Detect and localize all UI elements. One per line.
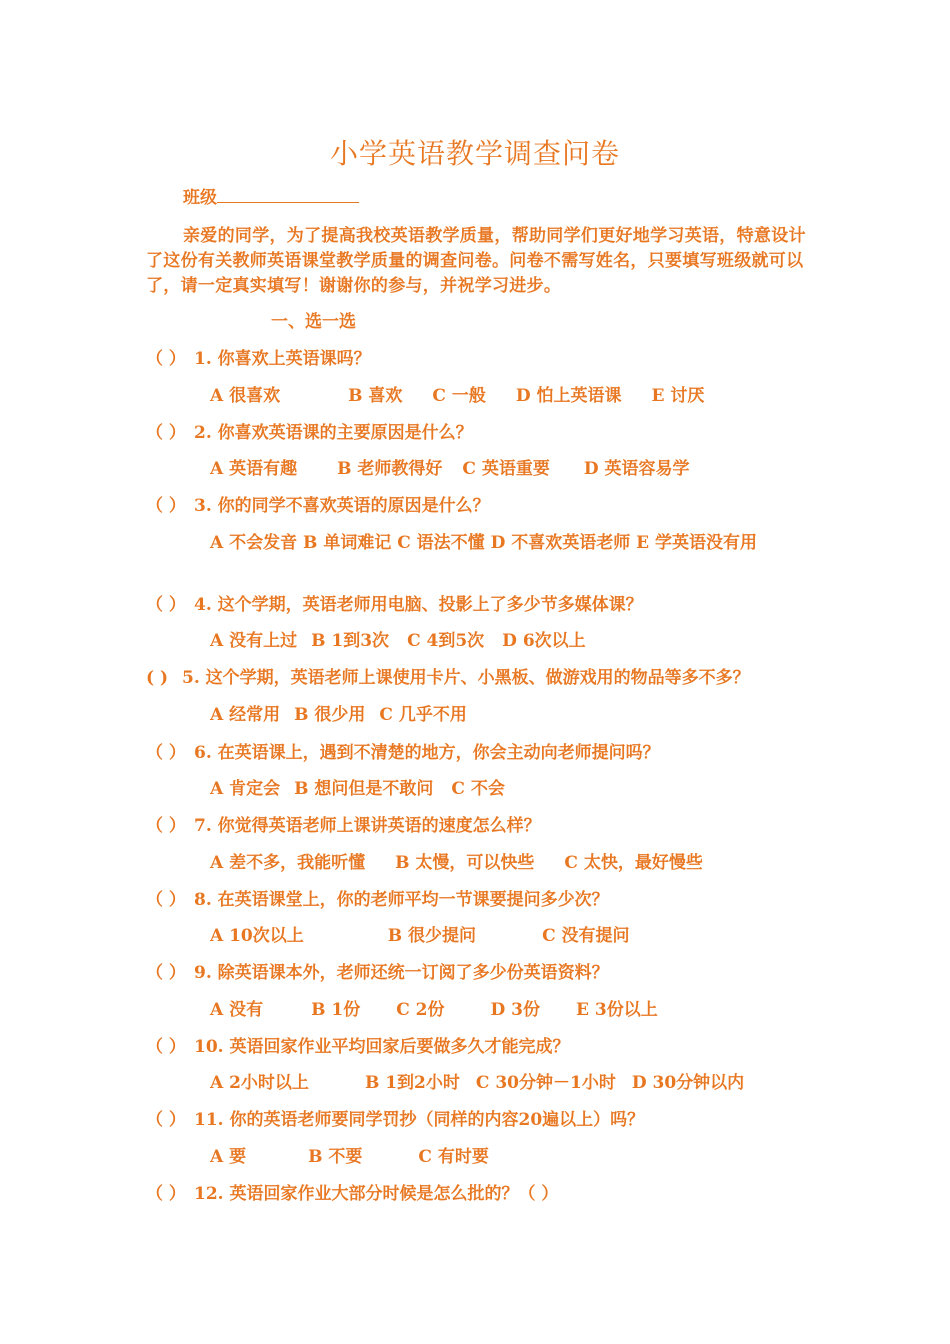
option: B 1到3次 [311,631,390,651]
question-text: 6. 在英语课上，遇到不清楚的地方，你会主动向老师提问吗？ [194,743,660,763]
option: D 怕上英语课 [515,386,622,406]
option: C 没有提问 [542,926,630,946]
question-12 [146,1182,558,1206]
option: C 30分钟－1小时 [475,1073,616,1093]
option: A 没有 [210,1000,264,1020]
option: D 30分钟以内 [631,1073,745,1093]
question-1-options [210,384,704,408]
answer-blank[interactable]: （ ） [146,1037,186,1057]
class-field [183,186,359,210]
question-10 [146,1035,570,1059]
answer-blank[interactable]: （ ） [146,349,186,369]
option: C 不会 [451,779,505,799]
option: E 3份以上 [576,1000,658,1020]
answer-blank[interactable]: （ ） [146,595,186,615]
option: A 2小时以上 [210,1073,309,1093]
option: B 很少提问 [387,926,477,946]
question-8-options [210,924,630,948]
option: A 要 [210,1147,247,1167]
question-3-options: A 不会发音 B 单词难记 C 语法不懂 D 不喜欢英语老师 E 学英语没有用 [210,533,758,553]
question-9-options [210,998,658,1022]
question-text: 1. 你喜欢上英语课吗？ [194,349,371,369]
question-10-options [210,1071,744,1095]
answer-blank[interactable]: （ ） [146,496,186,516]
section-heading: 一、选一选 [271,312,356,332]
answer-blank[interactable]: （ ） [146,743,186,763]
option: A 很喜欢 [210,386,281,406]
class-label: 班级 [183,188,217,208]
option: B 喜欢 [348,386,403,406]
question-11 [146,1108,644,1132]
answer-blank[interactable]: （ ） [146,423,186,443]
question-7 [146,814,541,838]
answer-blank[interactable]: （ ） [146,963,186,983]
option: B 想问但是不敢问 [294,779,434,799]
question-4 [146,593,643,617]
page-title: 小学英语教学调查问卷 [329,137,620,170]
question-5-options [210,703,467,727]
answer-blank[interactable]: （ ） [146,890,186,910]
question-text: 8. 在英语课堂上，你的老师平均一节课要提问多少次？ [194,890,609,910]
option: B 太慢，可以快些 [395,853,535,873]
answer-blank[interactable]: （ ） [146,1110,186,1130]
option: E 讨厌 [651,386,705,406]
question-3 [146,494,490,518]
question-8 [146,888,609,912]
option: C 有时要 [418,1147,489,1167]
class-blank-line[interactable] [217,186,359,203]
question-6 [146,741,660,765]
option: C 几乎不用 [379,705,467,725]
option: C 4到5次 [407,631,485,651]
option: A 差不多，我能听懂 [210,853,366,873]
answer-blank[interactable]: （ ） [146,1184,186,1204]
option: A 没有上过 [210,631,298,651]
question-text: 9. 除英语课本外，老师还统一订阅了多少份英语资料？ [194,963,609,983]
question-7-options [210,851,703,875]
question-text: 2. 你喜欢英语课的主要原因是什么？ [194,423,473,443]
question-text: 5. 这个学期，英语老师上课使用卡片、小黑板、做游戏用的物品等多不多？ [182,668,750,688]
option: A 10次以上 [210,926,304,946]
option: D 6次以上 [502,631,586,651]
question-1 [146,347,371,371]
option: C 太快，最好慢些 [564,853,703,873]
option: A 经常用 [210,705,281,725]
question-5 [146,666,750,690]
question-text: 4. 这个学期，英语老师用电脑、投影上了多少节多媒体课？ [194,595,643,615]
option: B 老师教得好 [337,459,443,479]
question-2-options [210,457,690,481]
question-text: 10. 英语回家作业平均回家后要做多久才能完成？ [194,1037,570,1057]
question-text: 3. 你的同学不喜欢英语的原因是什么？ [194,496,490,516]
question-6-options [210,777,505,801]
option: A 肯定会 [210,779,281,799]
question-9 [146,961,609,985]
intro-paragraph: 亲爱的同学，为了提高我校英语教学质量，帮助同学们更好地学习英语，特意设计了这份有关教师英语课堂教学质量的调查问卷。问卷不需写姓名，只要填写班级就可以了，请一定真实填写！谢谢你的参与，并祝学习进步。 [146,226,806,296]
option: B 很少用 [294,705,366,725]
option: B 1到2小时 [364,1073,460,1093]
option: C 2份 [396,1000,445,1020]
question-11-options [210,1145,489,1169]
question-4-options [210,629,586,653]
answer-blank[interactable]: ( ) [146,668,169,688]
option: A 英语有趣 [210,459,298,479]
option: D 3份 [490,1000,541,1020]
question-text: 7. 你觉得英语老师上课讲英语的速度怎么样？ [194,816,541,836]
option: B 1份 [311,1000,361,1020]
option: B 不要 [308,1147,363,1167]
answer-blank[interactable]: （ ） [146,816,186,836]
question-text: 11. 你的英语老师要同学罚抄（同样的内容20遍以上）吗？ [194,1110,645,1130]
option: C 一般 [432,386,486,406]
question-2 [146,421,473,445]
question-text: 12. 英语回家作业大部分时候是怎么批的？（ ） [194,1184,559,1204]
option: C 英语重要 [462,459,550,479]
option: D 英语容易学 [583,459,690,479]
